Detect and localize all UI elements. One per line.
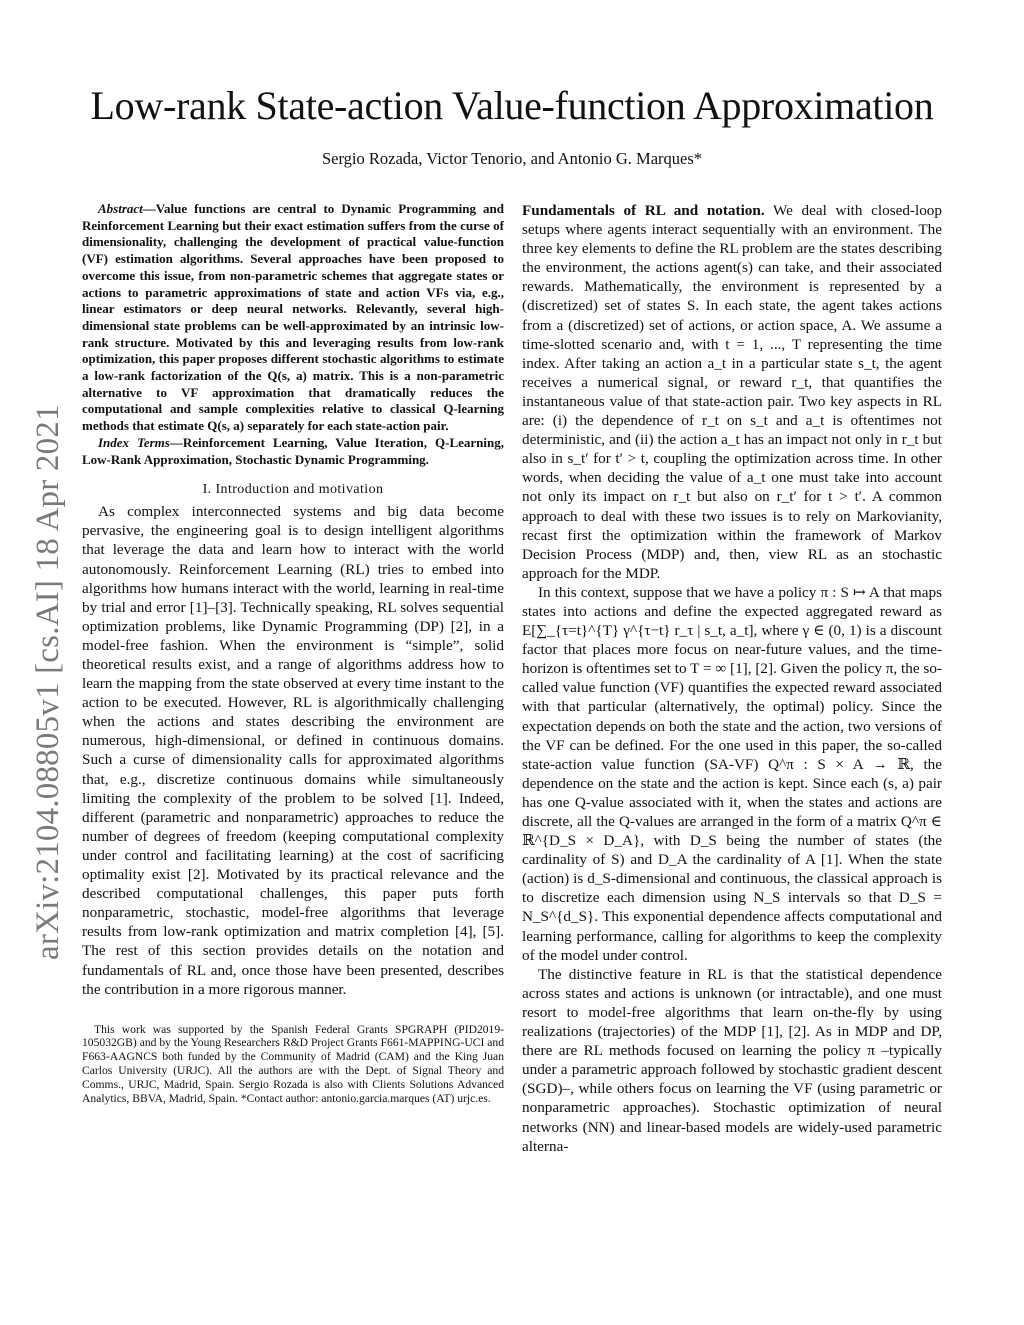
left-column bbox=[82, 201, 504, 1105]
fundamentals-paragraph bbox=[522, 201, 942, 583]
index-terms bbox=[82, 435, 504, 468]
arxiv-identifier-sidebar bbox=[18, 360, 78, 960]
paper-authors: Sergio Rozada, Victor Tenorio, and Antonio G. Marques* bbox=[321, 149, 703, 168]
section-heading: I. Introduction and motivation bbox=[202, 482, 384, 498]
context-paragraph: In this context, suppose that we have a policy π : S ↦ A that maps states into actions and define the expected aggregated reward as E[∑_{τ=t}^{T} γ^{τ−t} r_τ | s_t, a_t], where γ ∈ (0, 1) is a discount factor that places more focus on near-future values, and the time-horizon is oftentimes set to T = ∞ [1], [2]. Given the policy π, the so-called value function (VF) quantifies the expected reward associated with that particular (alternatively, the optimal) policy. Since the expectation depends on both the state and the action, two versions of the VF can be defined. For the one used in this paper, the so-called state-action value function (SA-VF) Q^π : S × A → ℝ, the dependence on the state and the action is kept. Since each (s, a) pair has one Q-value associated with it, when the states and actions are discrete, all the Q-values are arranged in the form of a matrix Q^π ∈ ℝ^{D_S × D_A}, with D_S being the number of states (the cardinality of S) and D_A the cardinality of A [1]. When the state (action) is d_S-dimensional and continuous, the classical approach is to discretize each dimension using N_S intervals so that D_S = N_S^{d_S}. This exponential dependence affects computational and learning performance, calling for algorithms to keep the complexity of the model under control. bbox=[522, 583, 942, 964]
index-terms-label: Index Terms— bbox=[98, 434, 183, 450]
intro-paragraph: As complex interconnected systems and big data become pervasive, the engineering goal is to design intelligent algorithms that leverage the data and learn how to interact with the world autonomously. Reinforcement Learning (RL) tries to embed into algorithms how humans interact with the world, learning in real-time by trial and error [1]–[3]. Technically speaking, RL solves sequential optimization problems, like Dynamic Programming (DP) [2], in a model-free fashion. When the environment is “simple”, solid theoretical results exist, and a range of algorithms address how to learn the mapping from the state observed at every time instant to the action to be executed. However, RL is algorithmically challenging when the actions and states describing the environment are numerous, high-dimensional, or defined in continuous domains. Such a curse of dimensionality calls for approximated algorithms that, e.g., discretize continuous domains while simultaneously limiting the complexity of the problem to be solved [1]. Indeed, different (parametric and nonparametric) approaches to reduce the number of degrees of freedom (keeping computational complexity under control and facilitating learning) at the cost of sacrificing optimality exist [2]. Motivated by its practical relevance and the described computational challenges, this paper puts forth nonparametric, stochastic, model-free algorithms that leverage results from low-rank optimization and matrix completion [4], [5]. The rest of this section provides details on the notation and fundamentals of RL and, once those have been presented, describes the contribution in a more rigorous manner. bbox=[82, 503, 504, 998]
paper-title: Low-rank State-action Value-function Approximation bbox=[90, 83, 934, 128]
arxiv-identifier: arXiv:2104.08805v1 [cs.AI] 18 Apr 2021 bbox=[30, 404, 66, 960]
right-column bbox=[522, 201, 942, 1156]
distinctive-paragraph: The distinctive feature in RL is that the statistical dependence across states and actions is unknown (or intractable), and one must resort to model-free algorithms that learn on-the-fly by using realizations (trajectories) of the MDP [1], [2]. As in MDP and DP, there are RL methods focused on learning the policy π –typically under a parametric approach followed by stochastic gradient descent (SGD)–, while others focus on learning the VF (using parametric or nonparametric approaches). Stochastic optimization of neural networks (NN) and linear-based models are widely-used parametric alterna- bbox=[522, 965, 942, 1155]
abstract-label: Abstract— bbox=[98, 201, 156, 216]
fundamentals-text: We deal with closed-loop setups where agents interact sequentially with an environment. The three key elements to define the RL problem are the states describing the environment, the actions agent(s) can take, and their associated rewards. Mathematically, the environment is represented by a (discretized) set of states S. In each state, the agent takes actions from a (discretized) set of actions, or action space, A. We assume a time-slotted scenario and, with t = 1, ..., T representing the time index. After taking an action a_t in a particular state s_t, the agent receives a numerical signal, or reward r_t, that quantifies the instantaneous value of that state-action pair. Two key aspects in RL are: (i) the dependence of r_t on s_t and a_t is oftentimes not deterministic, and (ii) the action a_t has an impact not only in r_t but also in s_t′ for t′ > t, coupling the optimization across time. In other words, when deciding the value of a_t one must take into account not only its impact on r_t but also on r_t′ for t > t′. A common approach to deal with these two issues is to rely on Markovianity, recast first the optimization within the framework of Markov Decision Process (MDP) and, then, view RL as an stochastic approach for the MDP. bbox=[522, 202, 942, 582]
abstract bbox=[82, 201, 504, 435]
abstract-text: Value functions are central to Dynamic Programming and Reinforcement Learning but their exact estimation suffers from the curse of dimensionality, challenging the development of practical value-function (VF) estimation algorithms. Several approaches have been proposed to overcome this issue, from non-parametric schemes that aggregate states or actions to parametric approximations of state and action VFs via, e.g., linear estimators or deep neural networks. Relevantly, several high-dimensional state problems can be well-approximated by an intrinsic low-rank structure. Motivated by this and leveraging results from low-rank optimization, this paper proposes different stochastic algorithms to estimate a low-rank factorization of the Q(s, a) matrix. This is a non-parametric alternative to VF approximation that dramatically reduces the computational and sample complexities relative to classical Q-learning methods that estimate Q(s, a) separately for each state-action pair. bbox=[82, 201, 504, 434]
fundamentals-label: Fundamentals of RL and notation. bbox=[522, 202, 765, 219]
index-terms-text: Reinforcement Learning, Value Iteration, Q-Learning, Low-Rank Approximation, Stochastic Dynamic Programming. bbox=[82, 434, 504, 467]
footnote: This work was supported by the Spanish Federal Grants SPGRAPH (PID2019-105032GB) and by the Young Researchers R&D Project Grants F661-MAPPING-UCI and F663-AAGNCS both funded by the Community of Madrid (CAM) and the King Juan Carlos University (URJC). All the authors are with the Dept. of Signal Theory and Comms., URJC, Madrid, Spain. Sergio Rozada is also with Clients Solutions Advanced Analytics, BBVA, Madrid, Spain. *Contact author: antonio.garcia.marques (AT) urjc.es. bbox=[82, 1022, 504, 1105]
